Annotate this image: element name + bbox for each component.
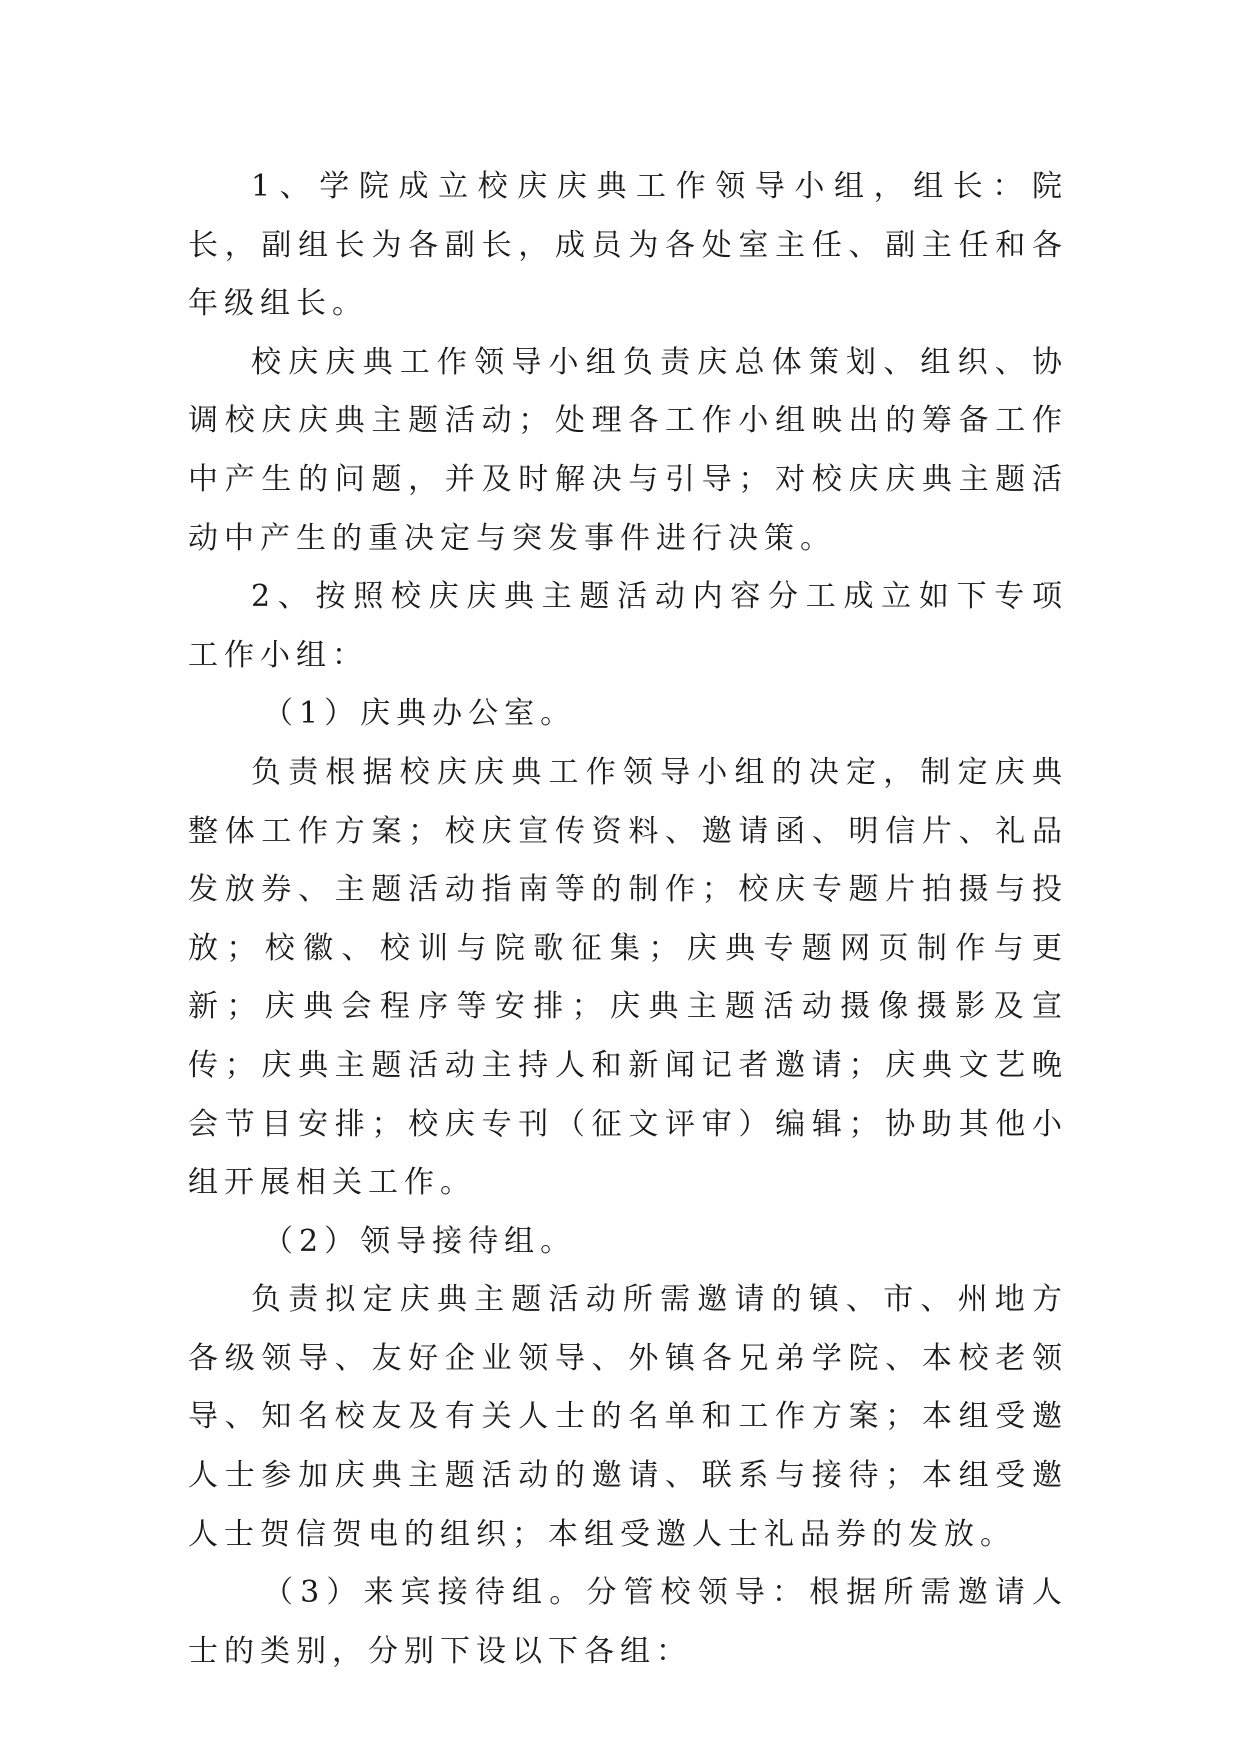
heading-leader-reception: （2）领导接待组。 xyxy=(263,1223,577,1259)
paragraph-working-groups: 2、按照校庆庆典主题活动内容分工成立如下专项工作小组： xyxy=(188,579,1068,673)
paragraph-leader-reception-duties: 负责拟定庆典主题活动所需邀请的镇、市、州地方各级领导、友好企业领导、外镇各兄弟学院、本校老领导、知名校友及有关人士的名单和工作方案；本组受邀人士参加庆典主题活动的邀请、联系与接待；本组受邀人士贺信贺电的组织；本组受邀人士礼品券的发放。 xyxy=(188,1282,1068,1552)
paragraph-leadership-group: 1、学院成立校庆庆典工作领导小组，组长：院长，副组长为各副长，成员为各处室主任、副主任和各年级组长。 xyxy=(188,169,1068,322)
paragraph-celebration-office-duties: 负责根据校庆庆典工作领导小组的决定，制定庆典整体工作方案；校庆宣传资料、邀请函、明信片、礼品发放券、主题活动指南等的制作；校庆专题片拍摄与投放；校徽、校训与院歌征集；庆典专题网页制作与更新；庆典会程序等安排；庆典主题活动摄像摄影及宣传；庆典主题活动主持人和新闻记者邀请；庆典文艺晚会节目安排；校庆专刊（征文评审）编辑；协助其他小组开展相关工作。 xyxy=(188,754,1068,1201)
paragraph-guest-reception: （3）来宾接待组。分管校领导：根据所需邀请人士的类别，分别下设以下各组： xyxy=(188,1575,1068,1669)
heading-celebration-office: （1）庆典办公室。 xyxy=(263,696,577,732)
paragraph-leadership-duties: 校庆庆典工作领导小组负责庆总体策划、组织、协调校庆庆典主题活动；处理各工作小组映出的筹备工作中产生的问题，并及时解决与引导；对校庆庆典主题活动中产生的重决定与突发事件进行决策。 xyxy=(188,344,1068,556)
document-body xyxy=(188,158,1068,1681)
